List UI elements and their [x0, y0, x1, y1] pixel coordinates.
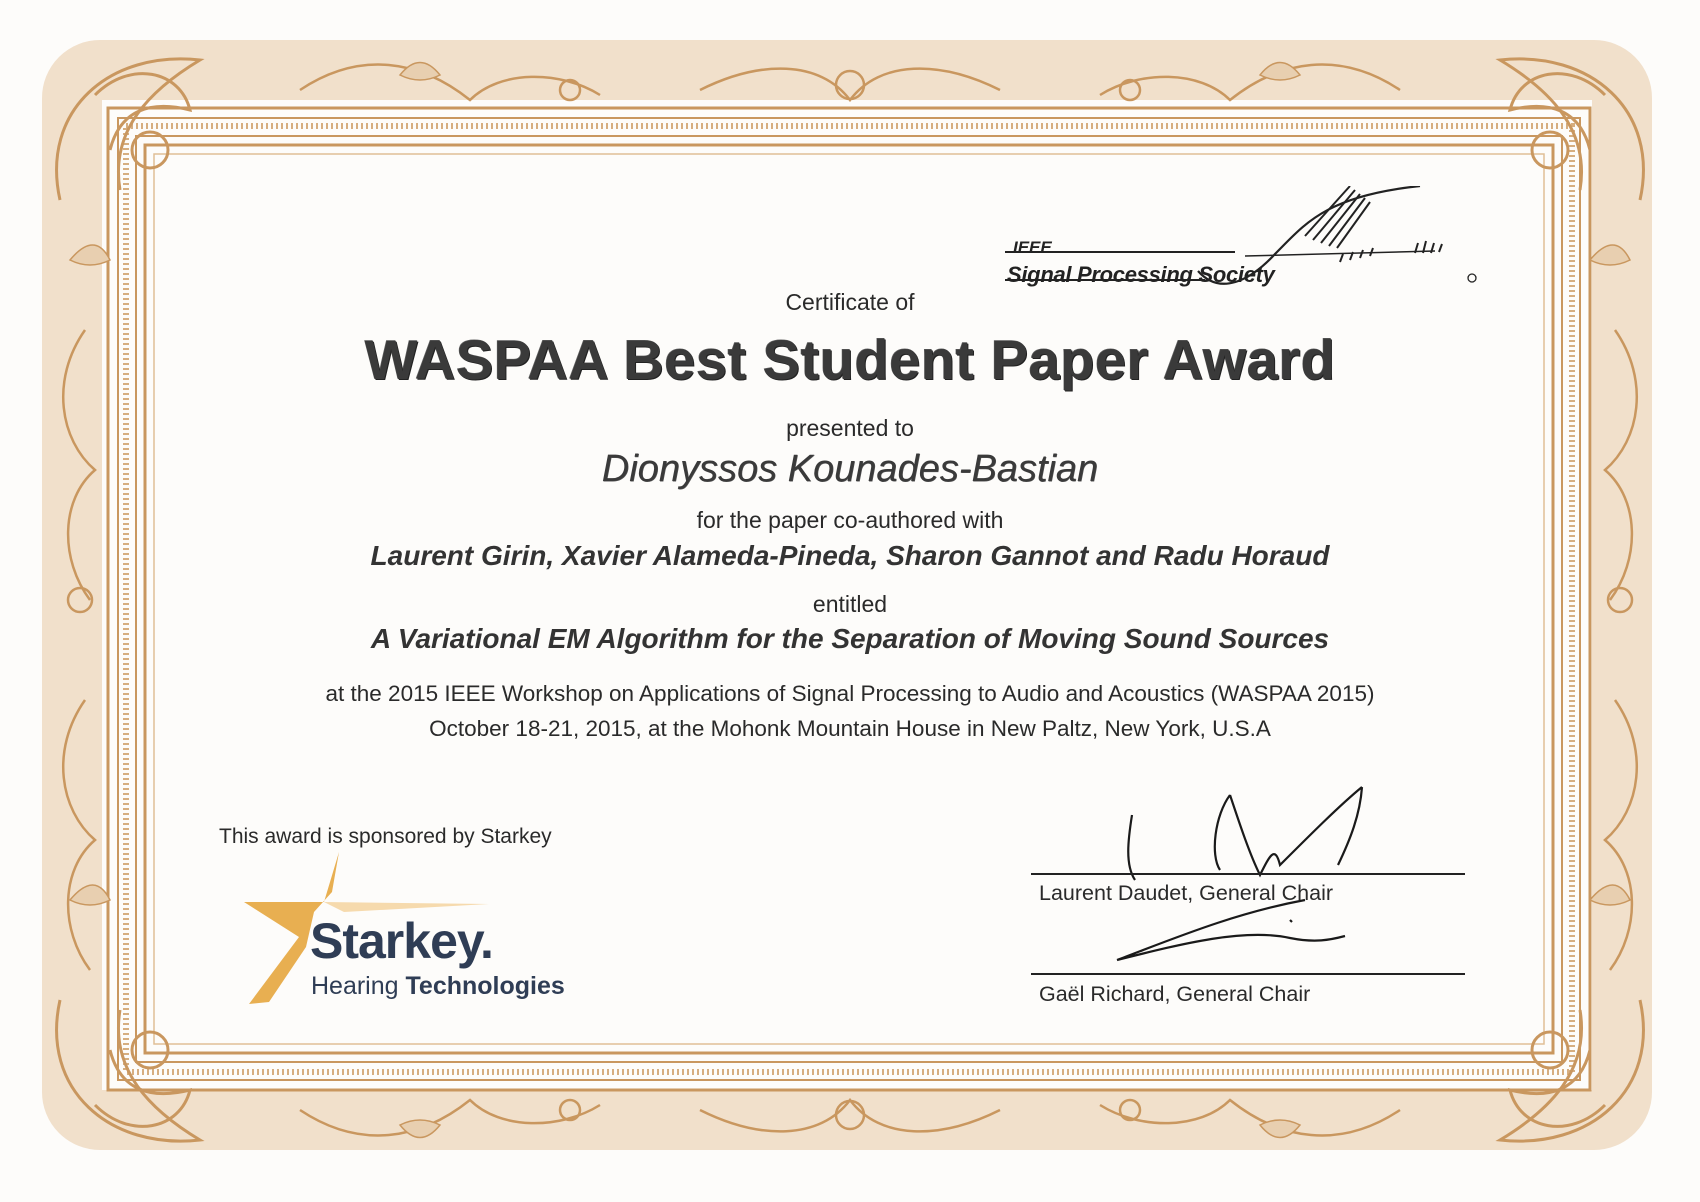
- starkey-wordmark: Starkey.: [310, 913, 493, 969]
- certificate-heading: Certificate of: [785, 289, 915, 315]
- starkey-subtitle-part1: Hearing: [311, 972, 406, 1000]
- starkey-logo: [244, 852, 604, 1012]
- entitled-label: entitled: [812, 591, 888, 617]
- signature-line-2: [1031, 973, 1465, 975]
- signature-richard: [1115, 898, 1355, 968]
- coauthored-label: for the paper co-authored with: [696, 507, 1004, 533]
- chair-label-1: Laurent Daudet, General Chair: [1039, 881, 1334, 905]
- presented-to-label: presented to: [786, 415, 914, 441]
- paper-title: A Variational EM Algorithm for the Separation of Moving Sound Sources: [370, 623, 1330, 654]
- coauthors: Laurent Girin, Xavier Alameda-Pineda, Sharon Gannot and Radu Horaud: [370, 540, 1330, 571]
- chair-label-2: Gaël Richard, General Chair: [1039, 982, 1311, 1006]
- starkey-subtitle: [311, 972, 565, 1001]
- signature-daudet: [1110, 785, 1390, 885]
- ieee-sps-logo: [1005, 186, 1490, 296]
- venue-line: at the 2015 IEEE Workshop on Applications of Signal Processing to Audio and Acoustics (WASPAA 2015): [325, 681, 1375, 706]
- sps-logo-text: Signal Processing Society: [1007, 262, 1275, 287]
- date-line: October 18-21, 2015, at the Mohonk Mountain House in New Paltz, New York, U.S.A: [429, 716, 1271, 741]
- signature-line-1: [1031, 873, 1465, 875]
- award-title: WASPAA Best Student Paper Award: [364, 328, 1336, 391]
- starkey-subtitle-part2: Technologies: [405, 972, 565, 1000]
- ieee-logo-text: IEEE: [1013, 238, 1052, 257]
- recipient-name: Dionyssos Kounades-Bastian: [601, 448, 1099, 490]
- sponsor-note: This award is sponsored by Starkey: [219, 825, 552, 848]
